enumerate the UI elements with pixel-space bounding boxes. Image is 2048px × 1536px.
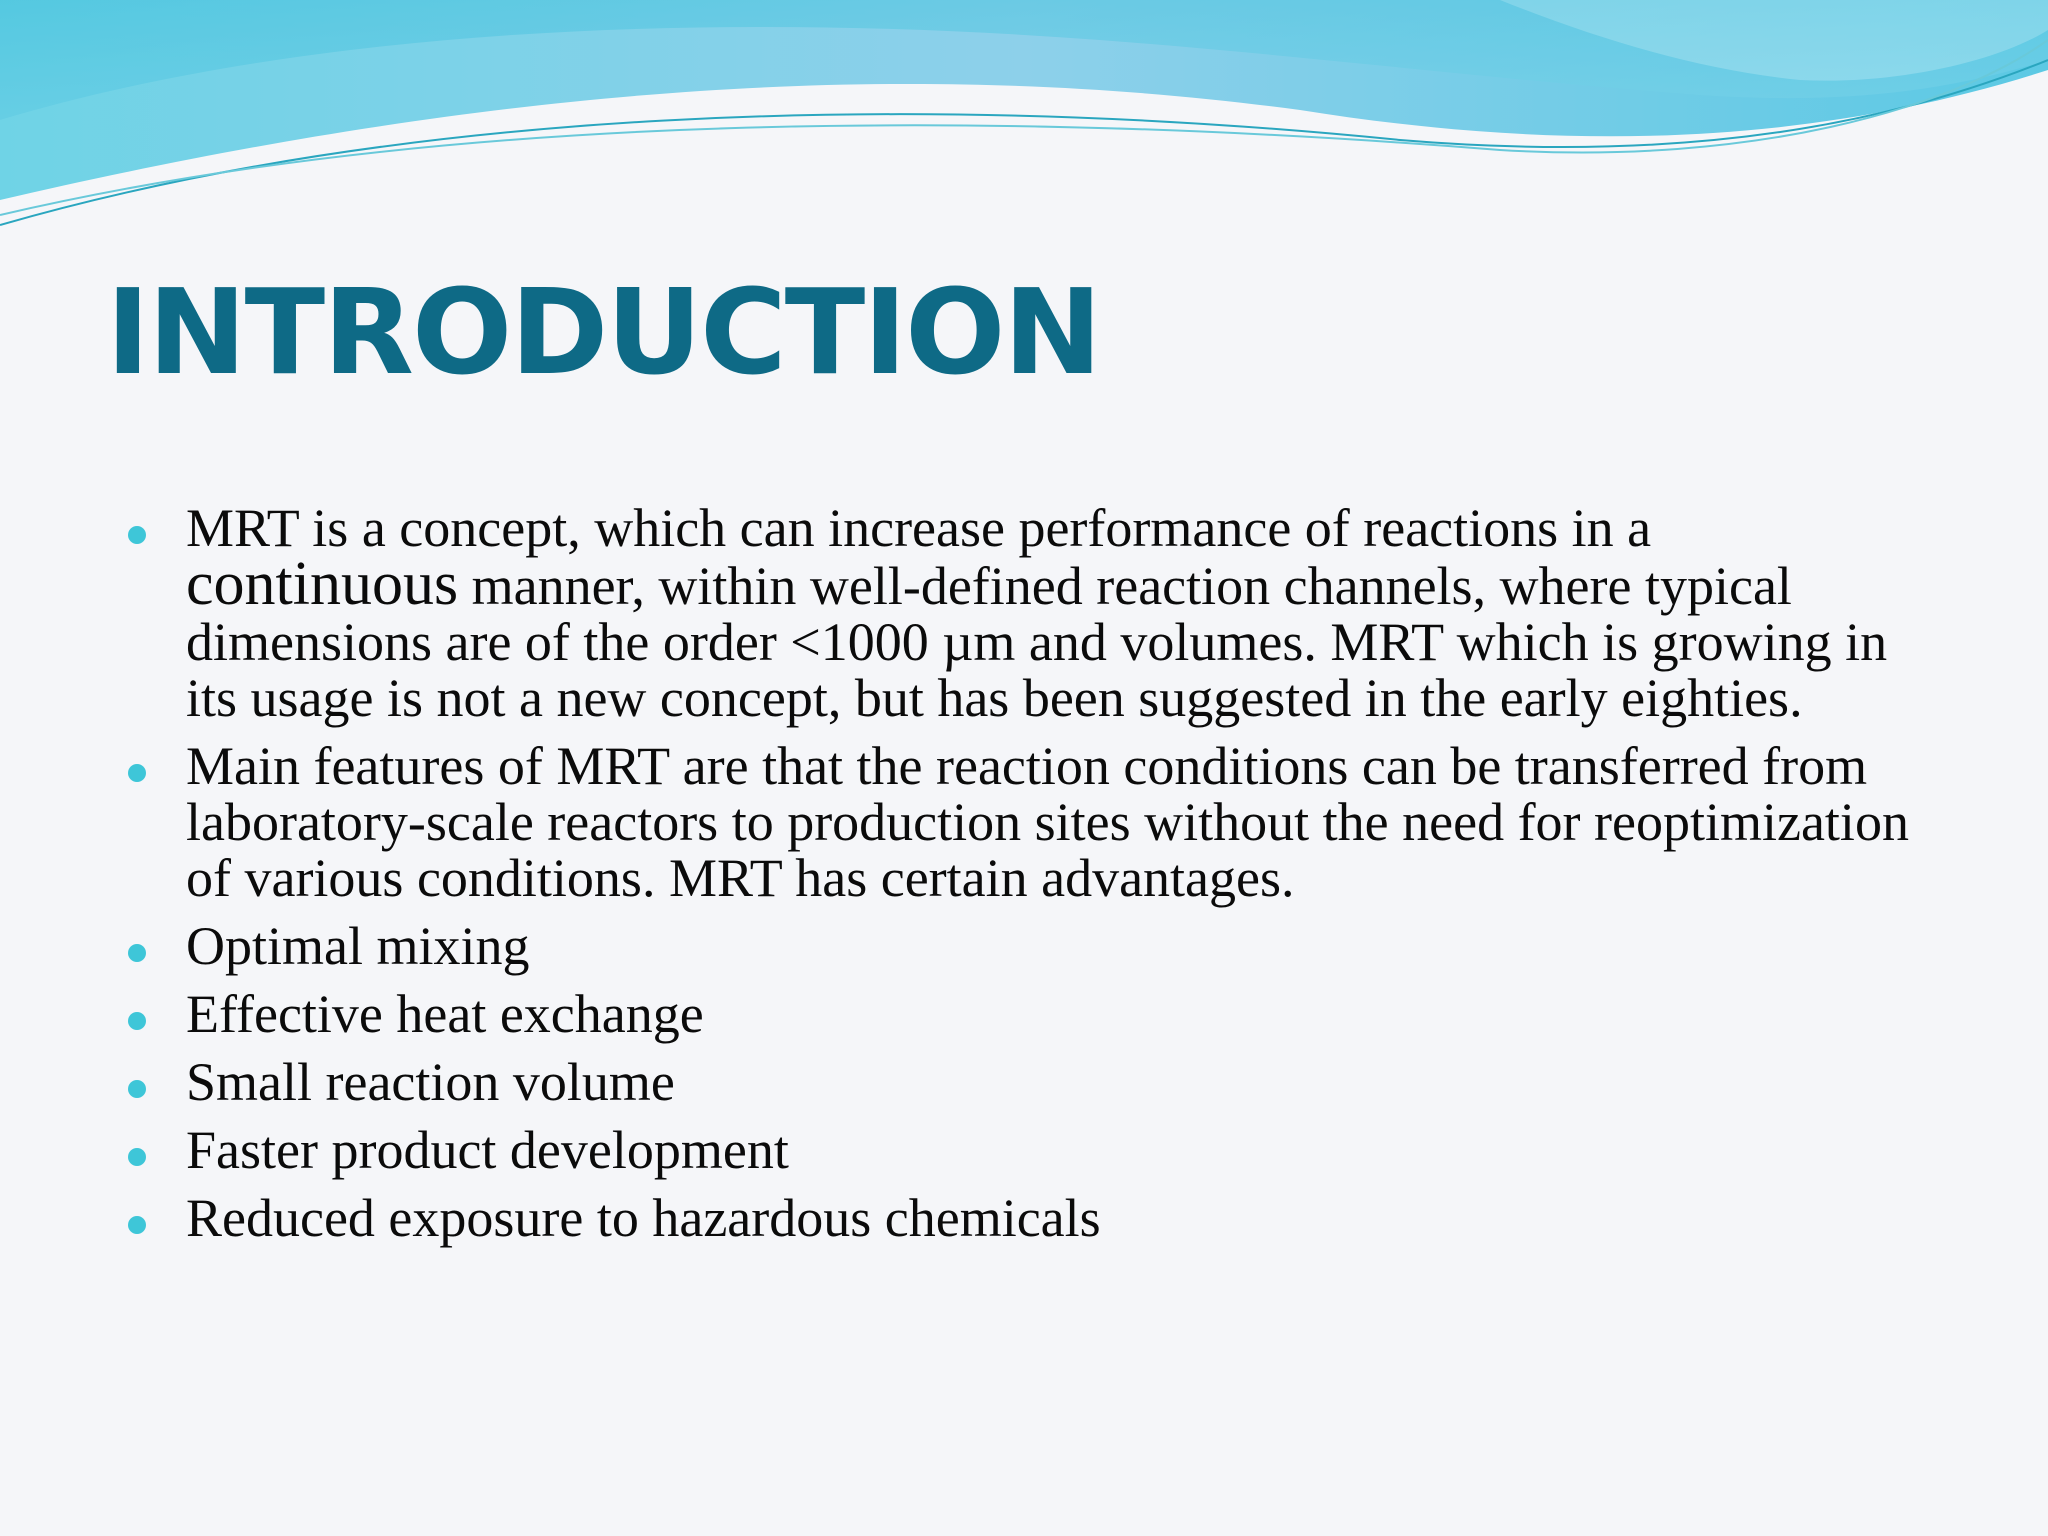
bullet-2-text: Main features of MRT are that the reaction conditions can be transferred from laboratory-scale reactors to production sites without the need for reoptimization of various conditions. MRT has certain advantages. [186,736,1909,908]
slide-title: INTRODUCTION [106,263,1101,401]
bullet-3-text: Optimal mixing [186,916,530,976]
bullet-item-7 [126,1190,1926,1246]
bullet-6-text: Faster product development [186,1120,789,1180]
bullet-item-2 [126,738,1926,906]
bullet-item-1 [126,500,1926,726]
bullet-4-text: Effective heat exchange [186,984,704,1044]
bullet-item-3 [126,918,1926,974]
bullet-dot-icon [128,1012,146,1030]
bullet-5-text: Small reaction volume [186,1052,675,1112]
bullet-dot-icon [128,944,146,962]
bullet-list [126,500,1926,1258]
bullet-1-lead: MRT is a concept, which can increase performance of reactions in a [186,498,1652,558]
bullet-dot-icon [128,526,146,544]
bullet-dot-icon [128,1216,146,1234]
bullet-item-5 [126,1054,1926,1110]
bullet-dot-icon [128,764,146,782]
header-wave-decoration [0,0,2048,240]
bullet-item-4 [126,986,1926,1042]
bullet-1-emphasis: continuous [186,550,459,618]
bullet-dot-icon [128,1080,146,1098]
bullet-item-6 [126,1122,1926,1178]
bullet-7-text: Reduced exposure to hazardous chemicals [186,1188,1101,1248]
bullet-dot-icon [128,1148,146,1166]
bullet-1-rest: manner, within well-defined reaction channels, where typical dimensions are of the order <1000 µm and volumes. MRT which is growing in its usage is not a new concept, but has been suggested in the early eighties. [186,556,1888,728]
